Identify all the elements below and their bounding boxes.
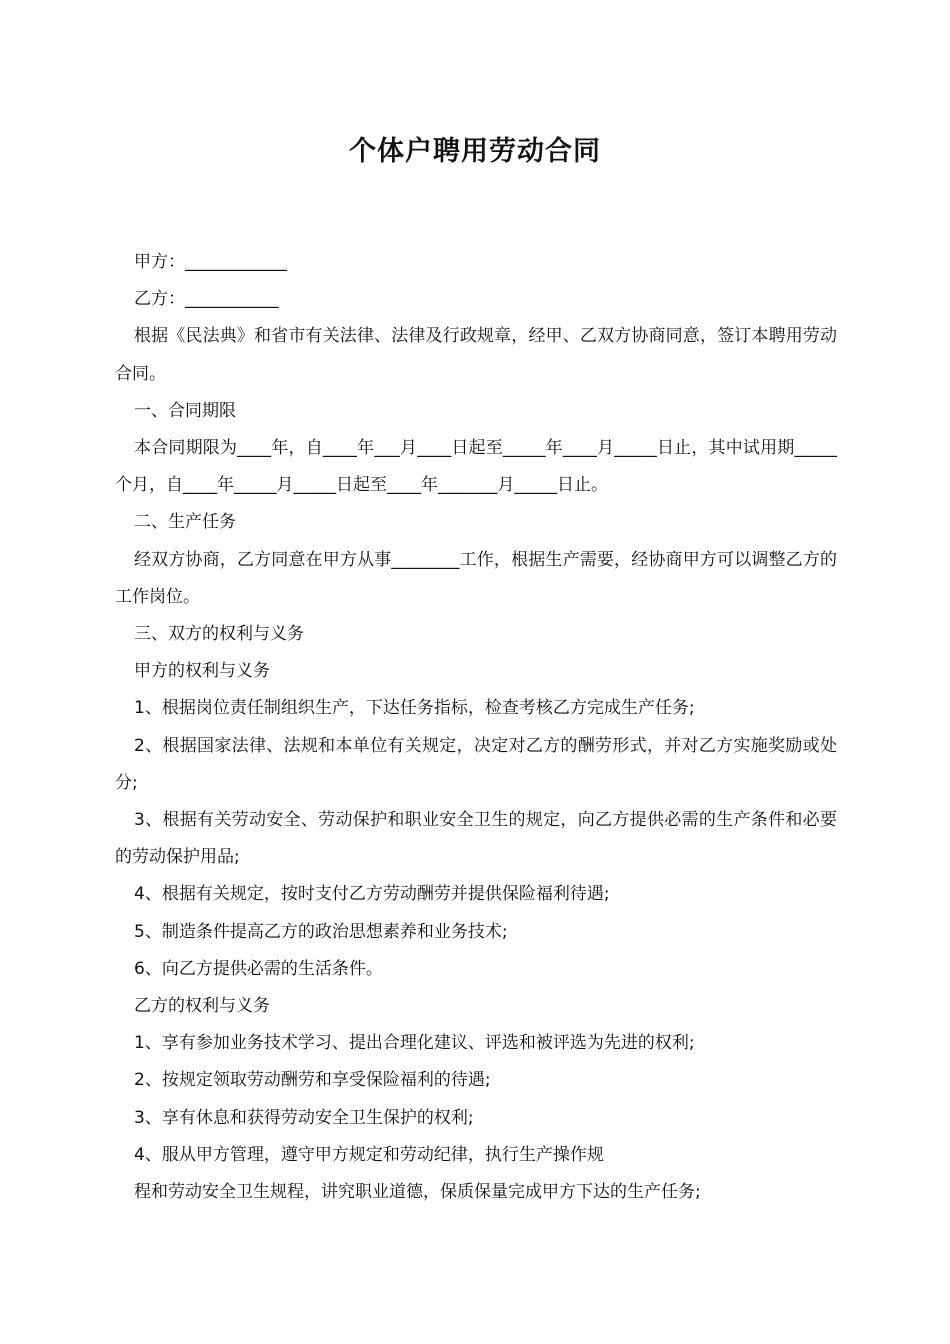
party-a-item-5: 5、制造条件提高乙方的政治思想素养和业务技术;: [134, 921, 508, 942]
party-b-item-3: 3、享有休息和获得劳动安全卫生保护的权利;: [134, 1107, 474, 1128]
party-a-item-3: 3、根据有关劳动安全、劳动保护和职业安全卫生的规定，向乙方提供必需的生产条件和必要的劳动保护用品;: [115, 810, 837, 868]
party-a-line: 甲方：____________: [134, 252, 287, 272]
section-heading-term: 一、合同期限: [134, 400, 236, 421]
party-b-item-4: 4、服从甲方管理，遵守甲方规定和劳动纪律，执行生产操作规: [134, 1144, 604, 1165]
document-body: [115, 244, 837, 1211]
intro-paragraph: 根据《民法典》和省市有关法律、法律及行政规章，经甲、乙双方协商同意，签订本聘用劳动合同。: [115, 326, 837, 384]
party-b-item-1: 1、享有参加业务技术学习、提出合理化建议、评选和被评选为先进的权利;: [134, 1033, 695, 1054]
subheading-party-b: 乙方的权利与义务: [134, 996, 270, 1017]
subheading-party-a: 甲方的权利与义务: [134, 661, 270, 682]
party-b-item-2: 2、按规定领取劳动酬劳和享受保险福利的待遇;: [134, 1070, 491, 1091]
party-a-item-4: 4、根据有关规定，按时支付乙方劳动酬劳并提供保险福利待遇;: [134, 884, 610, 905]
party-a-item-2: 2、根据国家法律、法规和本单位有关规定，决定对乙方的酬劳形式，并对乙方实施奖励或处分;: [115, 735, 837, 793]
section-heading-rights: 三、双方的权利与义务: [134, 624, 304, 645]
party-b-line: 乙方：___________: [134, 289, 279, 310]
section-heading-tasks: 二、生产任务: [134, 512, 236, 533]
document-title: 个体户聘用劳动合同: [349, 136, 601, 167]
party-a-item-1: 1、根据岗位责任制组织生产，下达任务指标，检查考核乙方完成生产任务;: [134, 698, 695, 719]
tasks-paragraph: 经双方协商，乙方同意在甲方从事________工作，根据生产需要，经协商甲方可以调整乙方的工作岗位。: [115, 549, 837, 607]
party-b-item-4-continued: 程和劳动安全卫生规程，讲究职业道德，保质保量完成甲方下达的生产任务;: [134, 1182, 701, 1203]
term-paragraph: 本合同期限为____年，自____年___月____日起至_____年____月_____日止，其中试用期_____个月，自____年_____月_____日起至____年_______月_____日止。: [115, 438, 837, 496]
party-a-item-6: 6、向乙方提供必需的生活条件。: [134, 958, 383, 979]
